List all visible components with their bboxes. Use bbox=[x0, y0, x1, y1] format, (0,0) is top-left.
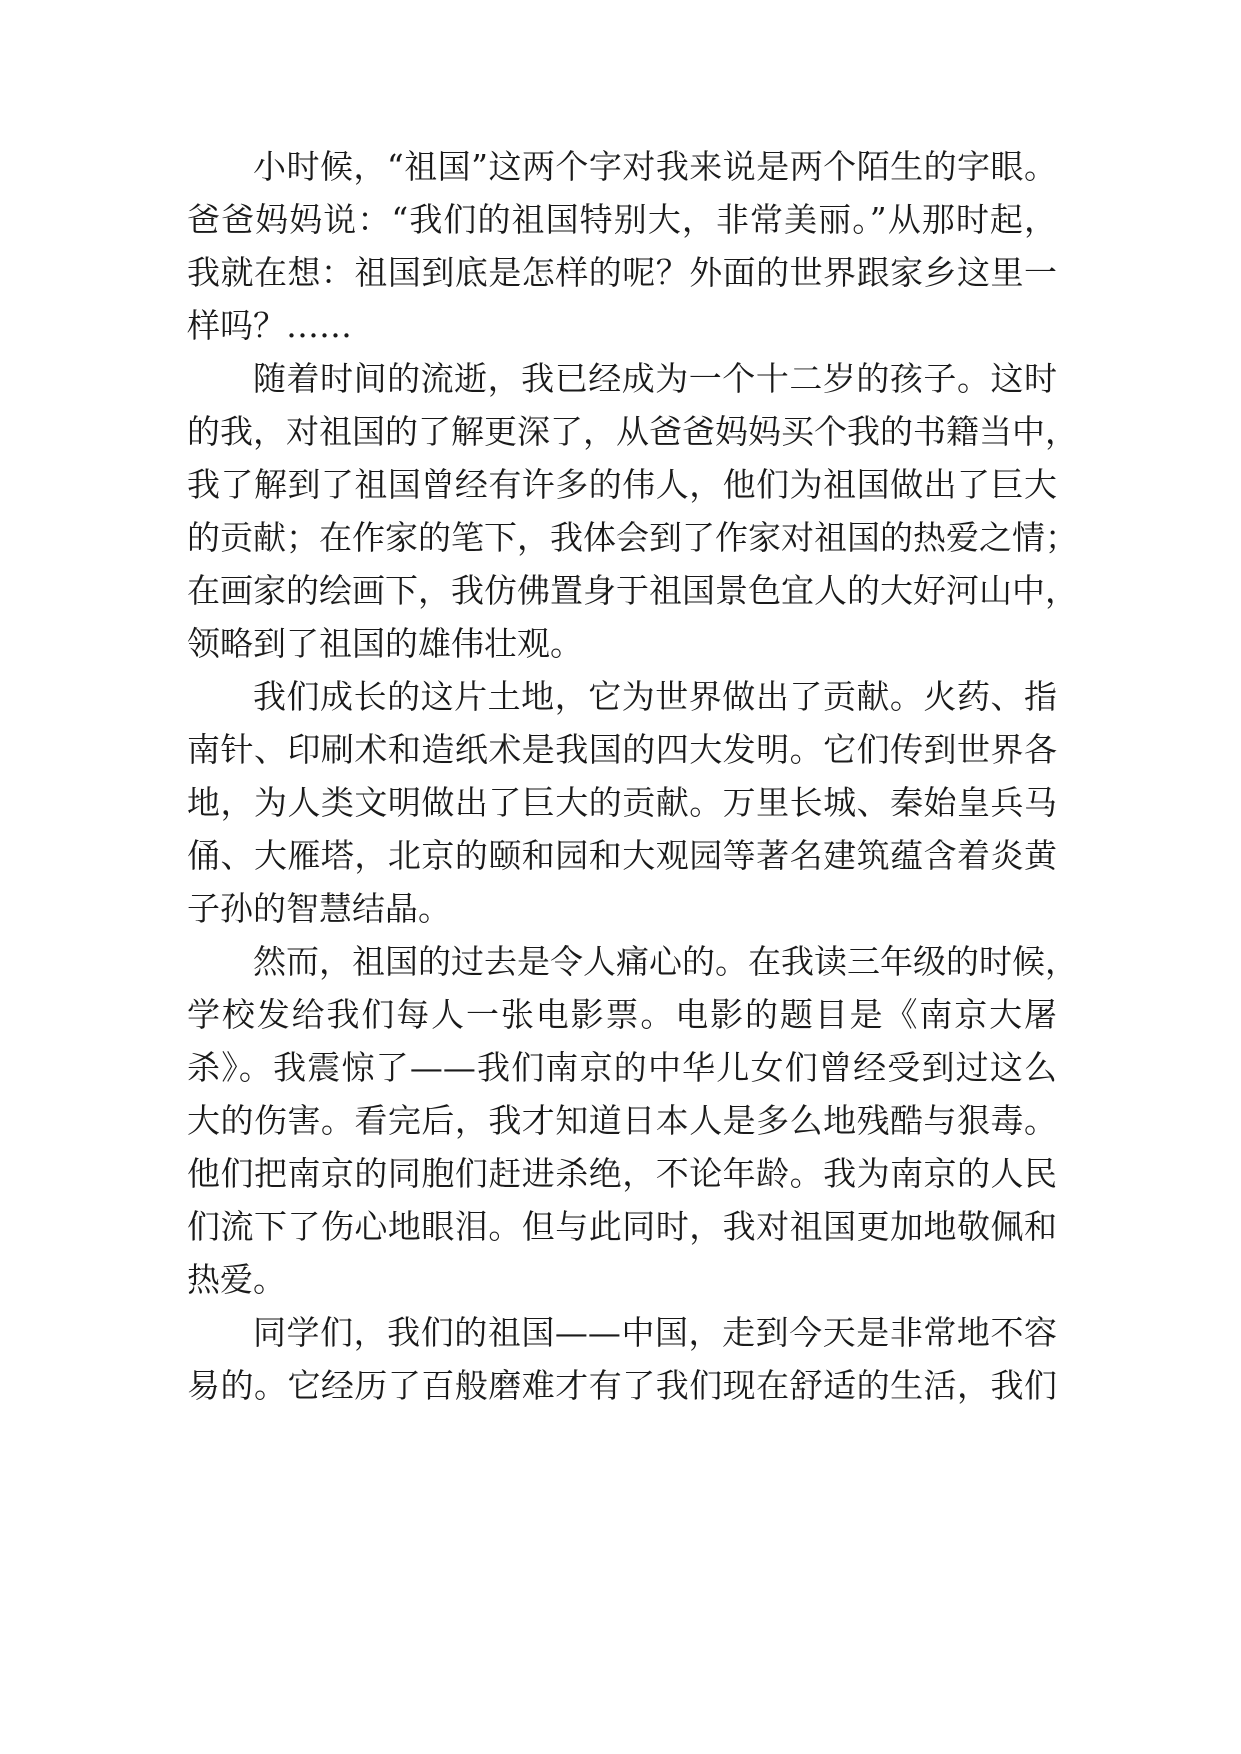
paragraph-1-line-3: 我就在想：祖国到底是怎样的呢？外面的世界跟家乡这里一 bbox=[187, 253, 1057, 292]
paragraph-4-line-5: 他们把南京的同胞们赶进杀绝，不论年龄。我为南京的人民 bbox=[187, 1154, 1057, 1193]
paragraph-2-line-2: 的我，对祖国的了解更深了，从爸爸妈妈买个我的书籍当中， bbox=[187, 412, 1078, 451]
paragraph-3-line-5: 子孙的智慧结晶。 bbox=[187, 889, 451, 928]
paragraph-1-line-2: 爸爸妈妈说：“我们的祖国特别大，非常美丽。”从那时起， bbox=[187, 200, 1057, 239]
paragraph-1-line-1: 小时候，“祖国”这两个字对我来说是两个陌生的字眼。 bbox=[253, 147, 1057, 186]
paragraph-4-line-3: 杀》。我震惊了——我们南京的中华儿女们曾经受到过这么 bbox=[187, 1048, 1057, 1087]
paragraph-4-line-4: 大的伤害。看完后，我才知道日本人是多么地残酷与狠毒。 bbox=[187, 1101, 1057, 1140]
paragraph-4-line-7: 热爱。 bbox=[187, 1260, 286, 1299]
paragraph-4-line-6: 们流下了伤心地眼泪。但与此同时，我对祖国更加地敬佩和 bbox=[187, 1207, 1057, 1246]
paragraph-2-line-3: 我了解到了祖国曾经有许多的伟人，他们为祖国做出了巨大 bbox=[187, 465, 1057, 504]
paragraph-4-line-2: 学校发给我们每人一张电影票。电影的题目是《南京大屠 bbox=[187, 995, 1057, 1034]
paragraph-5-line-1: 同学们，我们的祖国——中国，走到今天是非常地不容 bbox=[253, 1313, 1057, 1352]
paragraph-1-line-4: 样吗？…… bbox=[187, 306, 352, 345]
paragraph-3-line-3: 地，为人类文明做出了巨大的贡献。万里长城、秦始皇兵马 bbox=[187, 783, 1057, 822]
paragraph-2-line-5: 在画家的绘画下，我仿佛置身于祖国景色宜人的大好河山中， bbox=[187, 571, 1078, 610]
paragraph-3-line-1: 我们成长的这片土地，它为世界做出了贡献。火药、指 bbox=[253, 677, 1057, 716]
paragraph-5-line-2: 易的。它经历了百般磨难才有了我们现在舒适的生活，我们 bbox=[187, 1366, 1057, 1405]
paragraph-4-line-1: 然而，祖国的过去是令人痛心的。在我读三年级的时候， bbox=[253, 942, 1078, 981]
paragraph-2-line-1: 随着时间的流逝，我已经成为一个十二岁的孩子。这时 bbox=[253, 359, 1057, 398]
paragraph-2-line-4: 的贡献；在作家的笔下，我体会到了作家对祖国的热爱之情； bbox=[187, 518, 1078, 557]
paragraph-2-line-6: 领略到了祖国的雄伟壮观。 bbox=[187, 624, 583, 663]
paragraph-3-line-2: 南针、印刷术和造纸术是我国的四大发明。它们传到世界各 bbox=[187, 730, 1057, 769]
paragraph-3-line-4: 俑、大雁塔，北京的颐和园和大观园等著名建筑蕴含着炎黄 bbox=[187, 836, 1057, 875]
